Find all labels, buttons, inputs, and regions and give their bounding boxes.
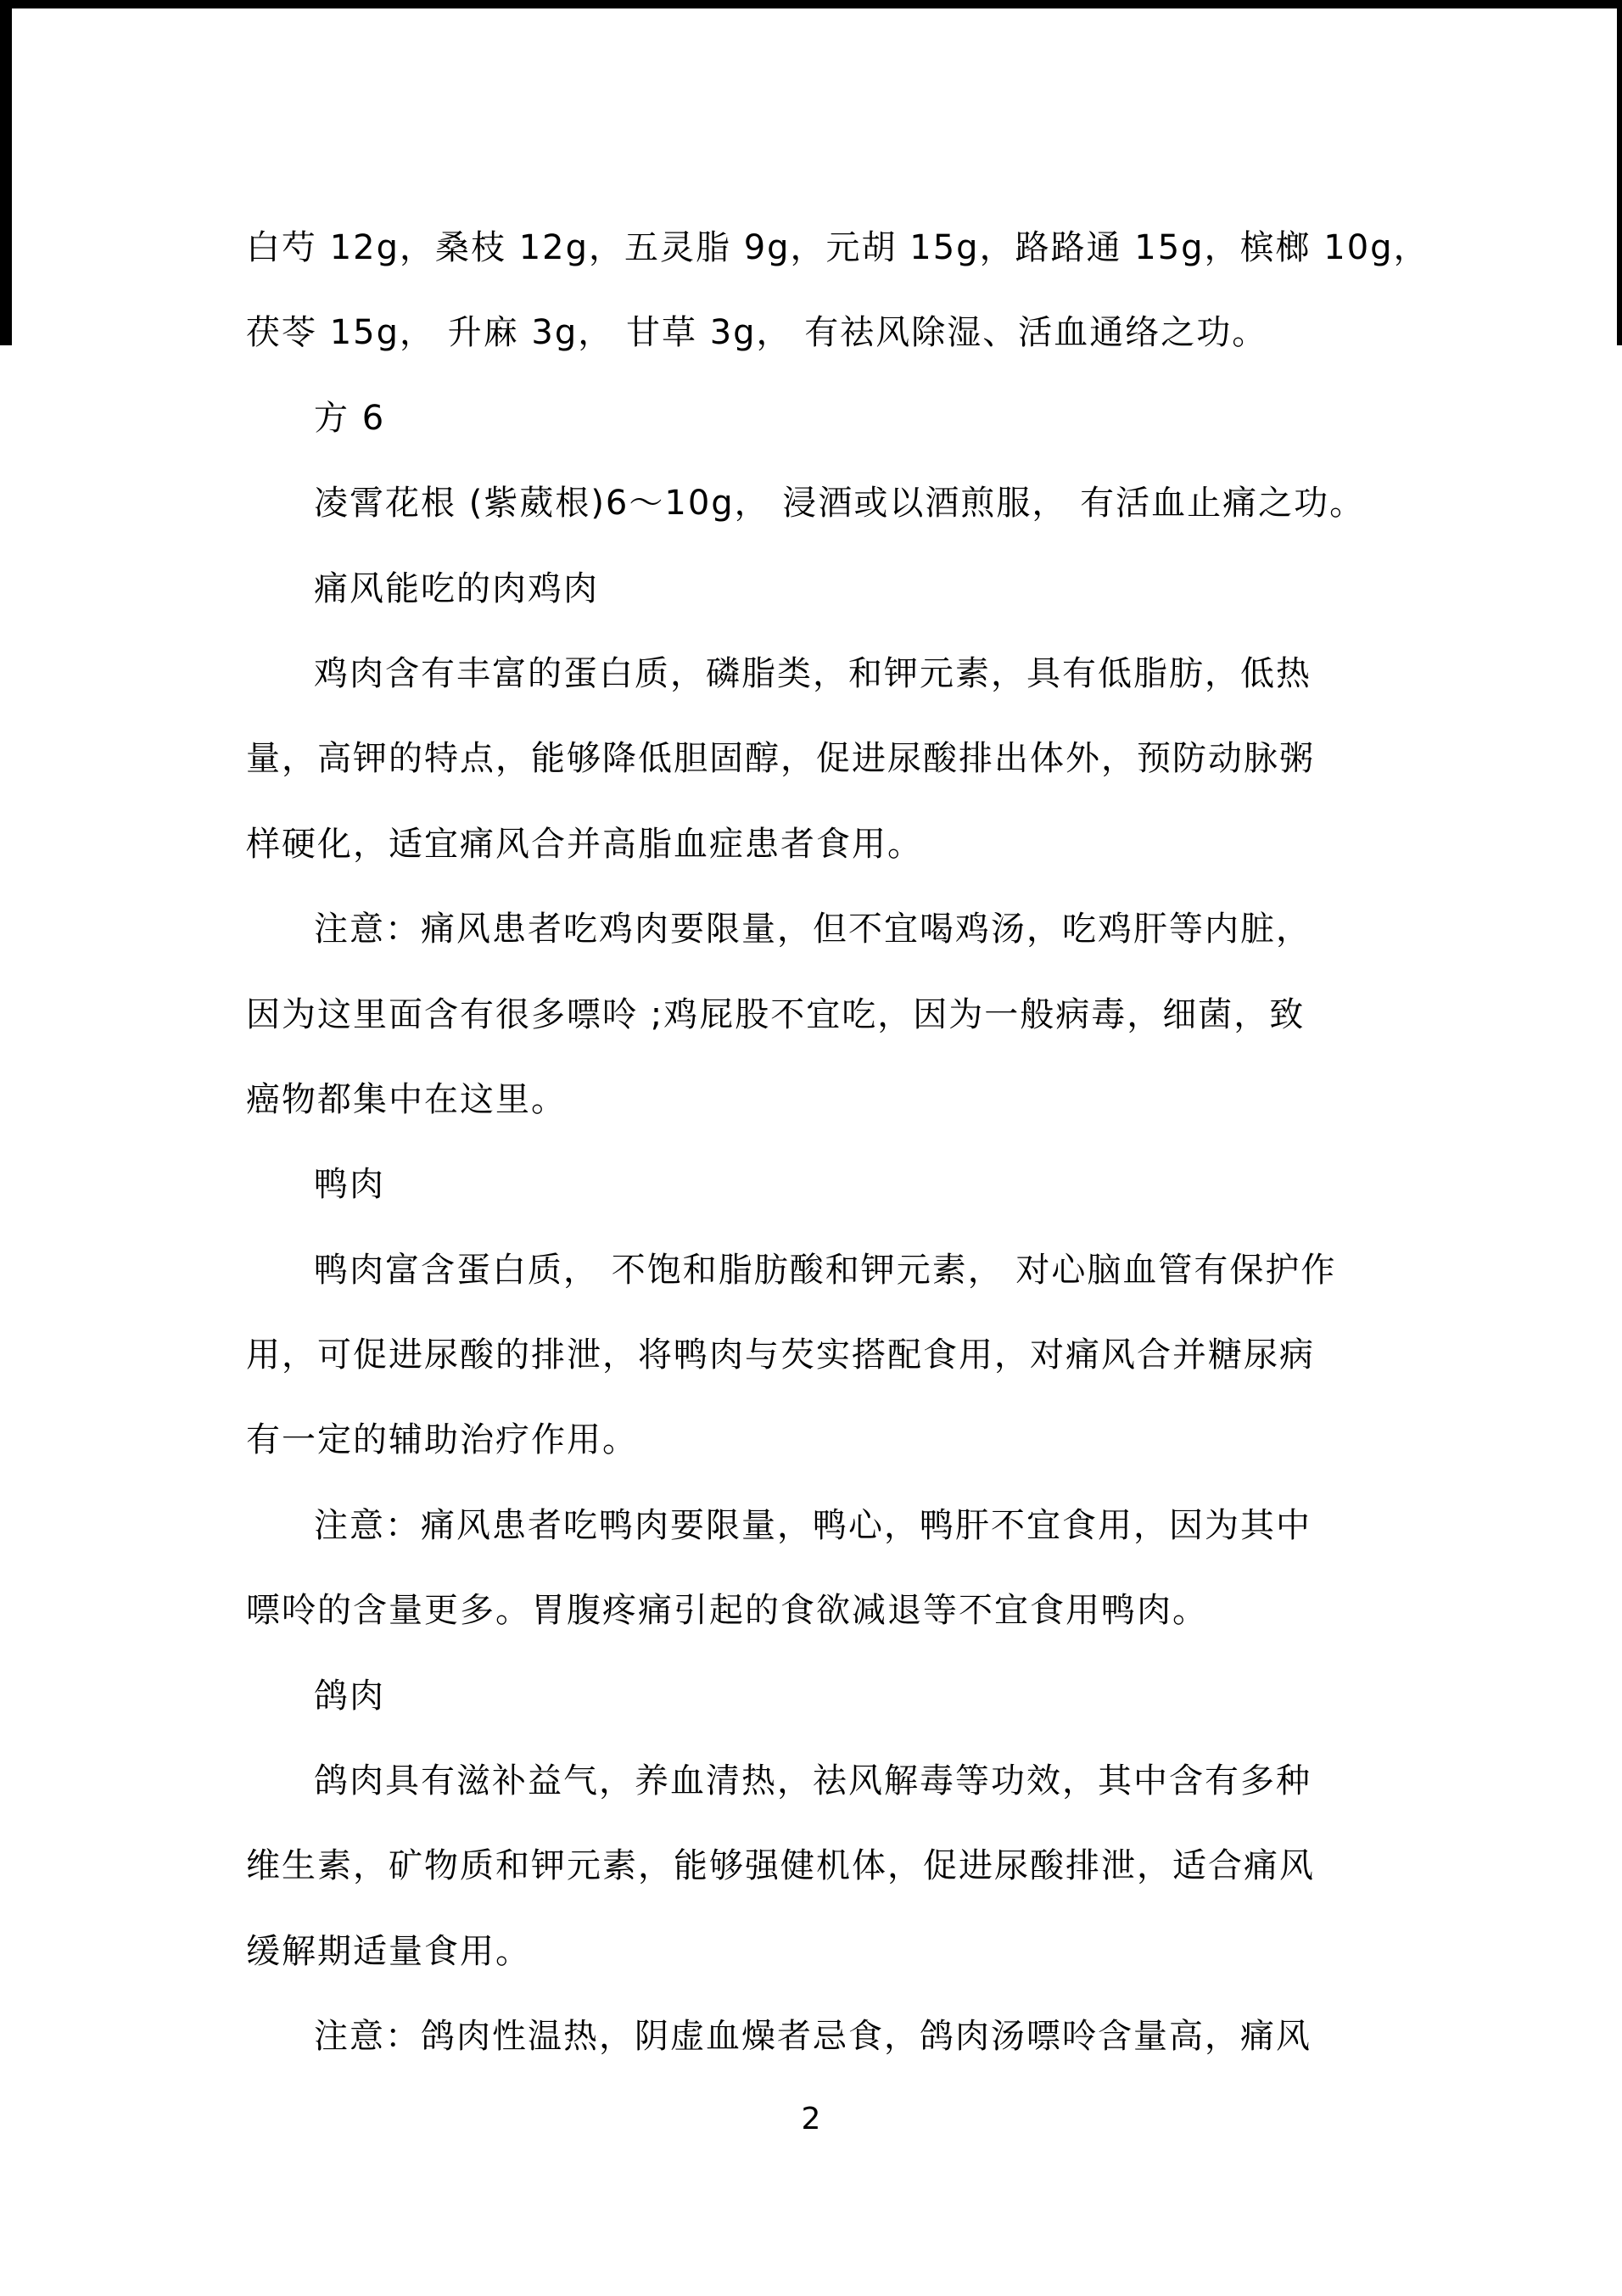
text-line: 维生素，矿物质和钾元素，能够强健机体，促进尿酸排泄，适合痛风: [246, 1846, 1315, 1886]
text-line: 凌霄花根 (紫葳根)6～10g， 浸酒或以酒煎服， 有活血止痛之功。: [314, 484, 1366, 524]
scan-edge-top: [0, 0, 1622, 8]
text-line: 鸭肉: [314, 1165, 385, 1205]
text-line: 嘌呤的含量更多。胃腹疼痛引起的食欲减退等不宜食用鸭肉。: [246, 1591, 1208, 1631]
text-line: 鸭肉富含蛋白质， 不饱和脂肪酸和钾元素， 对心脑血管有保护作: [314, 1250, 1337, 1290]
scan-edge-left: [0, 0, 12, 345]
text-line: 注意：痛风患者吃鸭肉要限量，鸭心，鸭肝不宜食用，因为其中: [314, 1505, 1312, 1545]
text-line: 因为这里面含有很多嘌呤 ;鸡屁股不宜吃，因为一般病毒，细菌，致: [246, 994, 1306, 1034]
text-line: 鸡肉含有丰富的蛋白质，磷脂类，和钾元素，具有低脂肪，低热: [314, 653, 1312, 693]
text-line: 有一定的辅助治疗作用。: [246, 1420, 638, 1460]
text-line: 鸽肉具有滋补益气，养血清热，祛风解毒等功效，其中含有多种: [314, 1761, 1312, 1801]
text-line: 注意：鸽肉性温热，阴虚血燥者忌食，鸽肉汤嘌呤含量高，痛风: [314, 2017, 1312, 2057]
text-line: 癌物都集中在这里。: [246, 1079, 567, 1119]
text-line: 方 6: [314, 398, 386, 438]
scan-edge-right: [1617, 0, 1622, 345]
text-line: 缓解期适量食用。: [246, 1931, 531, 1971]
page-number: 2: [801, 2102, 821, 2136]
text-line: 量，高钾的特点，能够降低胆固醇，促进尿酸排出体外，预防动脉粥: [246, 739, 1315, 779]
text-line: 白芍 12g，桑枝 12g，五灵脂 9g，元胡 15g，路路通 15g，槟榔 10g，: [246, 228, 1429, 267]
text-line: 痛风能吃的肉鸡肉: [314, 568, 599, 608]
document-text-block: [246, 205, 1502, 2080]
text-line: 鸽肉: [314, 1676, 385, 1716]
text-line: 用，可促进尿酸的排泄，将鸭肉与芡实搭配食用，对痛风合并糖尿病: [246, 1336, 1315, 1375]
text-line: 样硬化，适宜痛风合并高脂血症患者食用。: [246, 824, 923, 864]
text-line: 茯苓 15g， 升麻 3g， 甘草 3g， 有祛风除湿、活血通络之功。: [246, 313, 1268, 353]
text-line: 注意：痛风患者吃鸡肉要限量，但不宜喝鸡汤，吃鸡肝等内脏，: [314, 910, 1312, 949]
